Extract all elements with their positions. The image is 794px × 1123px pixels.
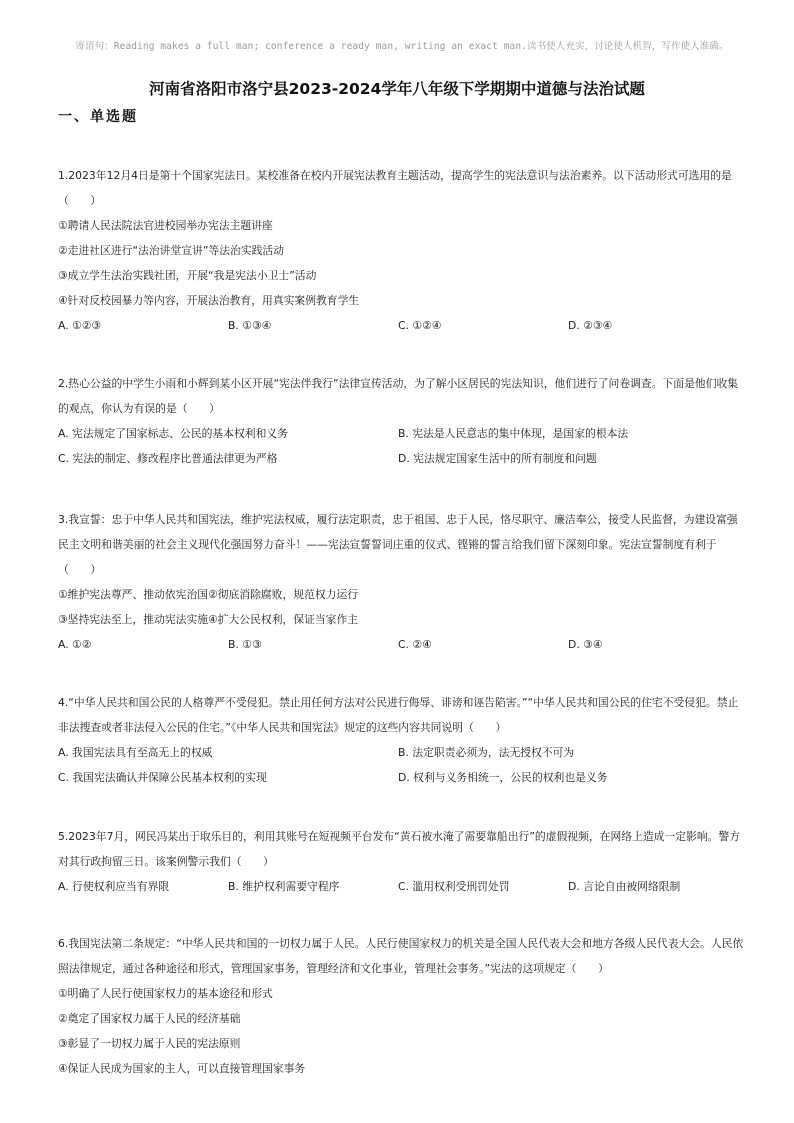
choice-d[interactable]: D. ②③④ — [568, 319, 613, 332]
choice-b[interactable]: B. 宪法是人民意志的集中体现，是国家的根本法 — [398, 427, 629, 440]
question-stem: 5.2023年7月，网民冯某出于取乐目的，利用其账号在短视频平台发布“黄石被水淹了需要靠船出行”的虚假视频，在网络上造成一定影响。警方对其行政拘留三日。该案例警示我们（ ） — [58, 830, 741, 868]
question-3 — [58, 507, 748, 657]
statement-item: ①聘请人民法院法官进校园举办宪法主题讲座 — [58, 219, 273, 232]
choice-d[interactable]: D. 权利与义务相统一，公民的权利也是义务 — [398, 771, 608, 784]
choice-c[interactable]: C. ①②④ — [398, 319, 442, 332]
statement-item: ②走进社区进行“法治讲堂宣讲”等法治实践活动 — [58, 244, 285, 257]
page-title: 河南省洛阳市洛宁县2023-2024学年八年级下学期期中道德与法治试题 — [149, 80, 645, 98]
statement-item: ③坚持宪法至上，推动宪法实施④扩大公民权利，保证当家作主 — [58, 613, 359, 626]
choice-b[interactable]: B. 维护权利需要守程序 — [228, 880, 340, 893]
statement-item: ③成立学生法治实践社团，开展“我是宪法小卫士”活动 — [58, 269, 317, 282]
choice-c[interactable]: C. 宪法的制定、修改程序比普通法律更为严格 — [58, 452, 278, 465]
answer-choices — [58, 446, 748, 471]
question-stem: 2.热心公益的中学生小雨和小辉到某小区开展“宪法伴我行”法律宣传活动，为了解小区居民的宪法知识，他们进行了问卷调查。下面是他们收集的观点，你认为有误的是（ ） — [58, 377, 739, 415]
answer-choices — [58, 765, 748, 790]
choice-c[interactable]: C. ②④ — [398, 638, 432, 651]
choice-b[interactable]: B. ①③④ — [228, 319, 272, 332]
choice-a[interactable]: A. ①②③ — [58, 319, 102, 332]
statement-item: ③彰显了一切权力属于人民的宪法原则 — [58, 1037, 241, 1050]
question-6 — [58, 931, 748, 1081]
question-stem: 3.我宣誓：忠于中华人民共和国宪法，维护宪法权威，履行法定职责，忠于祖国、忠于人民，恪尽职守、廉洁奉公，接受人民监督，为建设富强民主文明和谐美丽的社会主义现代化强国努力奋斗！——宪法宣誓誓词庄重的仪式、铿锵的誓言给我们留下深刻印象。宪法宣誓制度有利于（ ） — [58, 513, 738, 576]
answer-choices — [58, 874, 748, 899]
choice-a[interactable]: A. 宪法规定了国家标志、公民的基本权利和义务 — [58, 427, 288, 440]
choice-c[interactable]: C. 我国宪法确认并保障公民基本权利的实现 — [58, 771, 267, 784]
answer-choices — [58, 740, 748, 765]
answer-choices — [58, 632, 748, 657]
question-1 — [58, 163, 748, 338]
question-4 — [58, 690, 748, 790]
question-stem: 6.我国宪法第二条规定：“中华人民共和国的一切权力属于人民。人民行使国家权力的机关是全国人民代表大会和地方各级人民代表大会。人民依照法律规定，通过各种途径和形式，管理国家事务，管理经济和文化事业，管理社会事务。”宪法的这项规定（ ） — [58, 937, 744, 975]
choice-b[interactable]: B. 法定职责必须为，法无授权不可为 — [398, 746, 575, 759]
choice-d[interactable]: D. 言论自由被网络限制 — [568, 880, 681, 893]
choice-a[interactable]: A. ①② — [58, 638, 92, 651]
header-motto: 寄语句：Reading makes a full man; conference a ready man, writing an exact man.读书使人充实，讨论使人机智，写作使人准确。 — [75, 41, 729, 52]
question-stem: 4.“中华人民共和国公民的人格尊严不受侵犯。禁止用任何方法对公民进行侮辱、诽谤和诬告陷害。”“中华人民共和国公民的住宅不受侵犯。禁止非法搜查或者非法侵入公民的住宅。”《中华人民共和国宪法》规定的这些内容共同说明（ ） — [58, 696, 739, 734]
choice-a[interactable]: A. 行使权利应当有界限 — [58, 880, 170, 893]
section-heading: 一、单选题 — [58, 109, 138, 125]
statement-item: ①明确了人民行使国家权力的基本途径和形式 — [58, 987, 273, 1000]
question-2 — [58, 371, 748, 471]
answer-choices — [58, 421, 748, 446]
statement-item: ①维护宪法尊严、推动依宪治国②彻底消除腐败，规范权力运行 — [58, 588, 359, 601]
choice-b[interactable]: B. ①③ — [228, 638, 262, 651]
question-stem: 1.2023年12月4日是第十个国家宪法日。某校准备在校内开展宪法教育主题活动，提高学生的宪法意识与法治素养。以下活动形式可选用的是（ ） — [58, 169, 732, 207]
statement-item: ④保证人民成为国家的主人，可以直接管理国家事务 — [58, 1062, 306, 1075]
statement-item: ④针对反校园暴力等内容，开展法治教育，用真实案例教育学生 — [58, 294, 360, 307]
question-5 — [58, 824, 748, 899]
choice-a[interactable]: A. 我国宪法具有至高无上的权威 — [58, 746, 213, 759]
choice-d[interactable]: D. 宪法规定国家生活中的所有制度和问题 — [398, 452, 597, 465]
answer-choices — [58, 313, 748, 338]
choice-d[interactable]: D. ③④ — [568, 638, 603, 651]
statement-item: ②奠定了国家权力属于人民的经济基础 — [58, 1012, 241, 1025]
choice-c[interactable]: C. 滥用权利受刑罚处罚 — [398, 880, 510, 893]
